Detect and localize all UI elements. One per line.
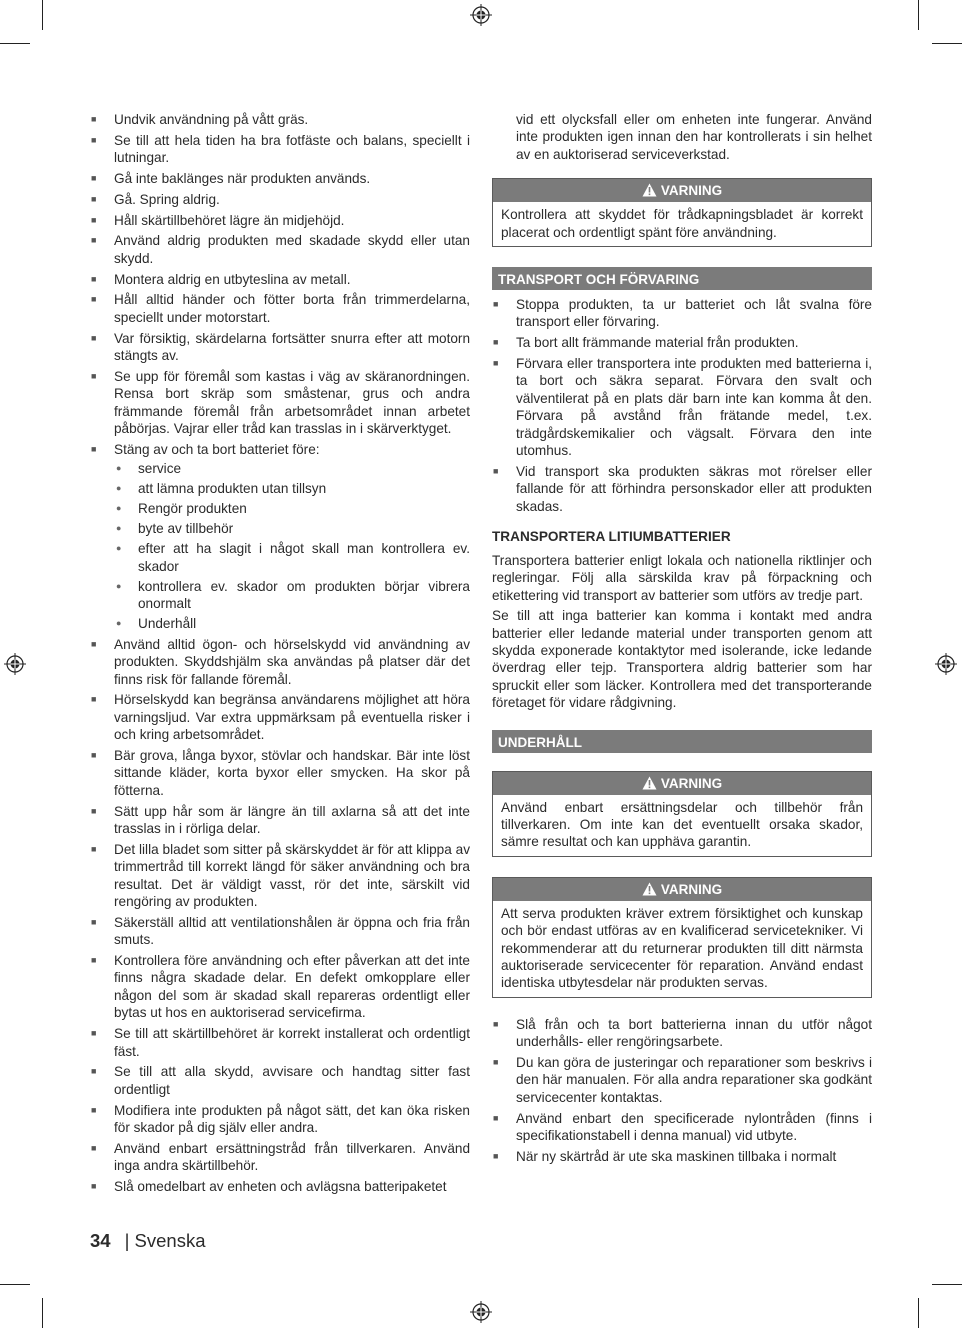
warning-header (493, 179, 871, 202)
warning-triangle-icon (642, 774, 657, 797)
sub-list-item: ● kontrollera ev. skador om produkten börjar vibrera onormalt (114, 578, 470, 613)
warning-title: VARNING (660, 881, 723, 897)
registration-mark-icon (470, 1301, 492, 1323)
warning-triangle-icon (642, 181, 657, 204)
subheading-lithium: TRANSPORTERA LITIUMBATTERIER (492, 529, 731, 545)
crop-mark (918, 1298, 919, 1328)
list-item: ■ När ny skärtråd är ute ska maskinen tillbaka i normalt (492, 1148, 872, 1165)
list-item: ■ Se till att hela tiden ha bra fotfäste och balans, speciellt i lutningar. (90, 132, 470, 167)
sub-list-item: ● Rengör produkten (114, 500, 470, 517)
list-item: ■ Det lilla bladet som sitter på skärskyddet är för att klippa av trimmertråd till korrekt längd för säker användning och bra resultat. Det är väldigt vasst, rör det inte, särskilt vid rengöring av produkten. (90, 841, 470, 911)
list-item: ■ Se till att alla skydd, avvisare och handtag sitter fast ordentligt (90, 1063, 470, 1098)
list-item: ■ Slå från och ta bort batterierna innan du utför något underhålls- eller rengöringsarbete. (492, 1016, 872, 1051)
left-column (90, 111, 470, 1199)
warning-text: Använd enbart ersättningsdelar och tillbehör från tillverkaren. Om inte kan det eventuellt orsaka skador, sämre resultat och kan upphäva garantin. (501, 799, 863, 850)
list-item: ■ Modifiera inte produkten på något sätt, det kan öka risken för skador på dig själv eller andra. (90, 1102, 470, 1137)
sub-list-item: ● Underhåll (114, 615, 470, 632)
registration-mark-icon (4, 653, 26, 675)
warning-box (492, 771, 872, 857)
list-item: ■ Använd enbart den specificerade nylontråden (finns i specifikationstabell i denna manual) vid utbyte. (492, 1110, 872, 1145)
list-item: ■ Var försiktig, skärdelarna fortsätter snurra efter att motorn stängts av. (90, 330, 470, 365)
warning-box (492, 178, 872, 247)
list-item: ■ Gå inte baklänges när produkten används. (90, 170, 470, 187)
list-item: ■ Slå omedelbart av enheten och avlägsna batteripaketet (90, 1178, 470, 1195)
list-item: ■ Hörselskydd kan begränsa användarens möjlighet att höra varningsljud. Var extra uppmärksam på eventuella risker i och kring arbetsområdet. (90, 691, 470, 743)
page-number: 34 (90, 1230, 111, 1251)
warning-box (492, 877, 872, 998)
crop-mark (932, 1284, 962, 1285)
warning-title: VARNING (660, 183, 723, 199)
sub-list-item: ● service (114, 460, 470, 477)
registration-mark-icon (470, 4, 492, 26)
list-item: ■ Använd enbart ersättningstråd från tillverkaren. Använd inga andra skärtillbehör. (90, 1140, 470, 1175)
list-item: ■ Se upp för föremål som kastas i väg av skäranordningen. Rensa bort skräp som småstenar, grus och andra främmande föremål från arbetsområdet innan arbetet påbörjas. Vajrar eller tråd kan trasslas in i skärverktyget. (90, 368, 470, 438)
list-item: ■ Gå. Spring aldrig. (90, 191, 470, 208)
list-item: ■ Undvik användning på vått gräs. (90, 111, 470, 128)
section-heading-maintenance: UNDERHÅLL (492, 730, 872, 753)
right-column (492, 111, 872, 1169)
warning-header (493, 772, 871, 795)
paragraph: Se till att inga batterier kan komma i kontakt med andra batterier eller ledande material under transporten genom att skydda exponerade kontaktytor med isolerande, icke ledande överdrag eller tejp. Transportera aldrig batterier som har spruckit eller som läcker. Kontrollera med det transporterande företaget för vidare rådgivning. (492, 608, 872, 711)
page-language: | Svenska (124, 1230, 206, 1251)
list-item: ■ Håll skärtillbehöret lägre än midjehöjd. (90, 212, 470, 229)
list-item: ■ Ta bort allt främmande material från produkten. (492, 334, 872, 351)
battery-intro: Stäng av och ta bort batteriet före: (114, 441, 320, 457)
list-item: ■ Använd aldrig produkten med skadade skydd eller utan skydd. (90, 232, 470, 267)
crop-mark (0, 1284, 30, 1285)
battery-sublist (114, 460, 470, 632)
list-item-battery (90, 441, 470, 633)
warning-triangle-icon (642, 880, 657, 903)
crop-mark (918, 0, 919, 30)
list-item: ■ Håll alltid händer och fötter borta från trimmerdelarna, speciellt under motorstart. (90, 291, 470, 326)
sub-list-item: ● att lämna produkten utan tillsyn (114, 480, 470, 497)
list-item: ■ Förvara eller transportera inte produkten med batterierna i, ta bort och säkra separat. Förvara den svalt och välventilerat på en plats där barn inte kan komma åt den. Förvara på avstånd från frätande medel, t.ex. trädgårdskemikalier och vägsalt. Förvara den inte utomhus. (492, 355, 872, 459)
list-item: ■ Vid transport ska produkten säkras mot rörelser eller fallande för att förhindra personskador eller att produkten skadas. (492, 463, 872, 515)
crop-mark (932, 43, 962, 44)
list-item: ■ Montera aldrig en utbyteslina av metall. (90, 271, 470, 288)
crop-mark (0, 43, 30, 44)
transport-list (492, 296, 872, 515)
list-item: ■ Stoppa produkten, ta ur batteriet och låt svalna före transport eller förvaring. (492, 296, 872, 331)
list-item: ■ Du kan göra de justeringar och reparationer som beskrivs i den här manualen. För alla andra reparationer ska godkänt servicecenter kontaktas. (492, 1054, 872, 1106)
page-footer (90, 1229, 205, 1253)
maintenance-list (492, 1016, 872, 1165)
warning-text: Att serva produkten kräver extrem försiktighet och kunskap och bör endast utföras av en kvalificerad servicetekniker. Vi rekommenderar att du returnerar produkten till ditt närmsta auktoriserade servicecenter för reparation. Använd endast identiska utbytesdelar när produkten servas. (501, 905, 863, 991)
sub-list-item: ● efter att ha slagit i något skall man kontrollera ev. skador (114, 540, 470, 575)
sub-list-item: ● byte av tillbehör (114, 520, 470, 537)
warning-title: VARNING (660, 775, 723, 791)
registration-mark-icon (935, 653, 957, 675)
warning-header (493, 878, 871, 901)
crop-mark (42, 0, 43, 30)
list-item: ■ Säkerställ alltid att ventilationshålen är öppna och fria från smuts. (90, 914, 470, 949)
list-item: ■ Se till att skärtillbehöret är korrekt installerat och ordentligt fäst. (90, 1025, 470, 1060)
warning-text: Kontrollera att skyddet för trådkapningsbladet är korrekt placerat och ordentligt spänt före användning. (501, 207, 863, 240)
section-heading-transport: TRANSPORT OCH FÖRVARING (492, 267, 872, 290)
list-item: ■ Sätt upp hår som är längre än till axlarna så att det inte trasslas in i rörliga delar. (90, 803, 470, 838)
continuation-text: vid ett olycksfall eller om enheten inte fungerar. Använd inte produkten igen innan den har kontrollerats i sin helhet av en auktoriserad serviceverkstad. (516, 112, 872, 162)
crop-mark (42, 1298, 43, 1328)
list-item: ■ Kontrollera före användning och efter påverkan att det inte finns några skadade delar. En defekt omkopplare eller någon del som är skadad skall repareras ordentligt eller bytas ut hos en auktoriserad servicefirma. (90, 952, 470, 1022)
safety-list (90, 111, 470, 1195)
list-item: ■ Använd alltid ögon- och hörselskydd vid användning av produkten. Skyddshjälm ska användas på platser där det finns risk för fallande föremål. (90, 636, 470, 688)
paragraph: Transportera batterier enligt lokala och nationella riktlinjer och regleringar. Följ alla särskilda krav på förpackning och etikettering vid transport av batterier som utförs av tredje part. (492, 552, 872, 603)
list-item: ■ Bär grova, långa byxor, stövlar och handskar. Bär inte löst sittande kläder, korta byxor eller smycken. Ha skor på fötterna. (90, 747, 470, 799)
